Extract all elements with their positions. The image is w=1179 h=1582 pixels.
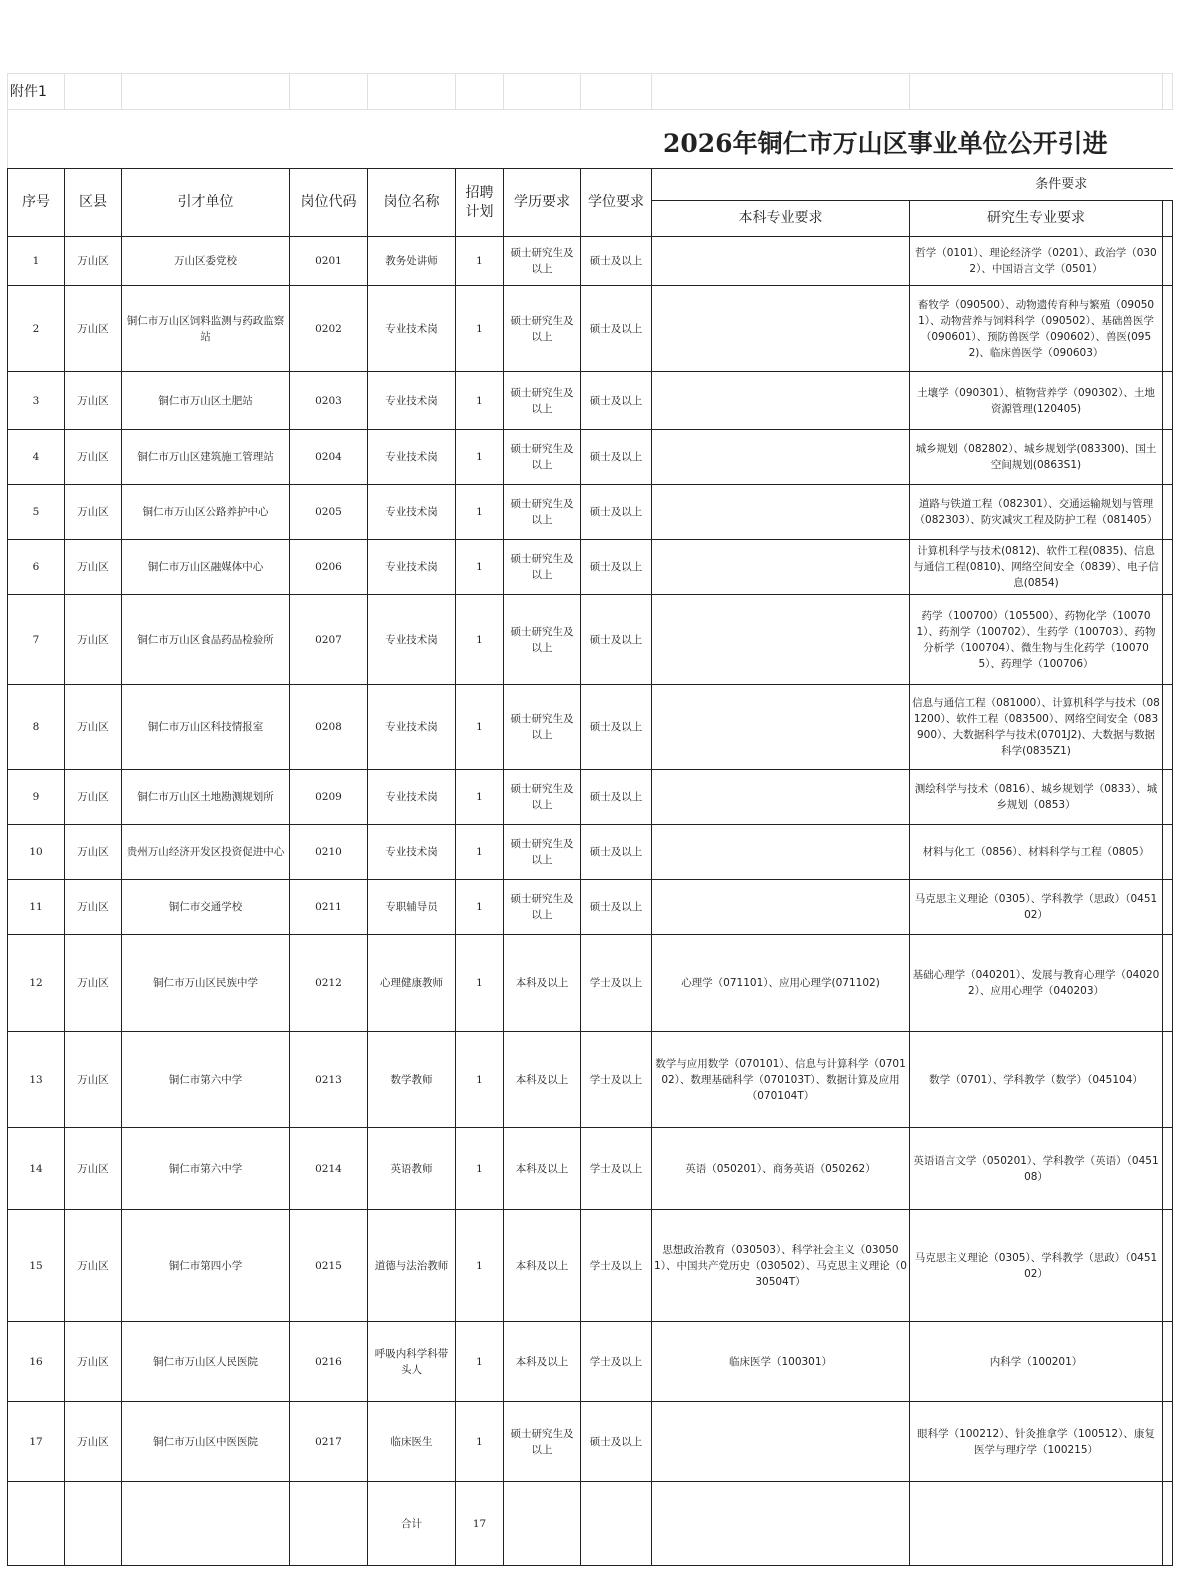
cell-degree: 硕士及以上 bbox=[581, 880, 652, 935]
cell-post: 道德与法治教师 bbox=[368, 1210, 456, 1322]
cell-seq: 4 bbox=[8, 430, 65, 485]
table-row bbox=[8, 1402, 1173, 1482]
cell-graduate-major: 畜牧学（090500）、动物遗传育种与繁殖（090501）、动物营养与饲料科学（090502）、基础兽医学（090601）、预防兽医学（090602）、兽医(0952)、临床兽医学（090603） bbox=[910, 286, 1163, 372]
cell-seq: 6 bbox=[8, 540, 65, 595]
cell-unit: 铜仁市万山区公路养护中心 bbox=[122, 485, 290, 540]
cell-bachelor-major: 英语（050201）、商务英语（050262） bbox=[652, 1128, 910, 1210]
cell-degree: 学士及以上 bbox=[581, 1128, 652, 1210]
cell-seq: 16 bbox=[8, 1322, 65, 1402]
table-row bbox=[8, 595, 1173, 685]
cell-seq: 12 bbox=[8, 935, 65, 1032]
cell-education: 本科及以上 bbox=[504, 1210, 581, 1322]
cell-plan: 1 bbox=[456, 770, 504, 825]
cell-degree: 硕士及以上 bbox=[581, 372, 652, 430]
cell-plan: 1 bbox=[456, 540, 504, 595]
cell-bachelor-major bbox=[652, 825, 910, 880]
cell-graduate-major: 计算机科学与技术(0812)、软件工程(0835)、信息与通信工程(0810)、网络空间安全（0839）、电子信息(0854) bbox=[910, 540, 1163, 595]
cell-plan: 1 bbox=[456, 485, 504, 540]
cell-education: 本科及以上 bbox=[504, 935, 581, 1032]
empty-cell bbox=[1163, 485, 1173, 540]
cell-post: 专业技术岗 bbox=[368, 595, 456, 685]
cell-seq: 9 bbox=[8, 770, 65, 825]
cell-education: 本科及以上 bbox=[504, 1032, 581, 1128]
empty-cell bbox=[1163, 74, 1173, 110]
cell-code: 0206 bbox=[290, 540, 368, 595]
empty-cell bbox=[581, 74, 652, 110]
cell-code: 0201 bbox=[290, 237, 368, 286]
recruitment-table bbox=[7, 73, 1173, 1566]
cell-degree: 硕士及以上 bbox=[581, 430, 652, 485]
title-row bbox=[8, 110, 1173, 169]
cell-unit: 铜仁市万山区融媒体中心 bbox=[122, 540, 290, 595]
table-row bbox=[8, 237, 1173, 286]
cell-unit: 铜仁市万山区土肥站 bbox=[122, 372, 290, 430]
cell-code: 0207 bbox=[290, 595, 368, 685]
cell-plan: 1 bbox=[456, 237, 504, 286]
cell-graduate-major: 信息与通信工程（081000）、计算机科学与技术（081200）、软件工程（083500）、网络空间安全（083900）、大数据科学与技术(0701J2)、大数据与数据科学(0835Z1) bbox=[910, 685, 1163, 770]
empty-cell bbox=[1163, 286, 1173, 372]
header-code: 岗位代码 bbox=[290, 169, 368, 237]
cell-graduate-major: 马克思主义理论（0305）、学科教学（思政）（045102） bbox=[910, 880, 1163, 935]
title-cell bbox=[8, 110, 1173, 169]
cell-code: 0215 bbox=[290, 1210, 368, 1322]
cell-bachelor-major bbox=[652, 372, 910, 430]
cell-unit: 铜仁市第六中学 bbox=[122, 1032, 290, 1128]
empty-cell bbox=[504, 74, 581, 110]
cell-code: 0217 bbox=[290, 1402, 368, 1482]
cell-plan: 1 bbox=[456, 935, 504, 1032]
cell-bachelor-major bbox=[652, 485, 910, 540]
cell-seq: 7 bbox=[8, 595, 65, 685]
cell-code: 0216 bbox=[290, 1322, 368, 1402]
cell-county: 万山区 bbox=[65, 595, 122, 685]
cell-unit: 铜仁市万山区食品药品检验所 bbox=[122, 595, 290, 685]
cell-unit: 铜仁市万山区科技情报室 bbox=[122, 685, 290, 770]
cell-county: 万山区 bbox=[65, 935, 122, 1032]
cell-code: 0208 bbox=[290, 685, 368, 770]
cell-education: 硕士研究生及以上 bbox=[504, 595, 581, 685]
empty-cell bbox=[290, 74, 368, 110]
empty-cell bbox=[1163, 935, 1173, 1032]
cell-seq: 10 bbox=[8, 825, 65, 880]
cell-degree: 硕士及以上 bbox=[581, 685, 652, 770]
cell-bachelor-major bbox=[652, 1402, 910, 1482]
cell-county: 万山区 bbox=[65, 685, 122, 770]
cell-county: 万山区 bbox=[65, 1032, 122, 1128]
header-row bbox=[8, 169, 1173, 201]
cell-post: 数学教师 bbox=[368, 1032, 456, 1128]
cell-education: 本科及以上 bbox=[504, 1128, 581, 1210]
cell-post: 专业技术岗 bbox=[368, 685, 456, 770]
cell-county: 万山区 bbox=[65, 430, 122, 485]
cell-graduate-major: 眼科学（100212）、针灸推拿学（100512）、康复医学与理疗学（100215） bbox=[910, 1402, 1163, 1482]
cell-degree: 硕士及以上 bbox=[581, 595, 652, 685]
cell-plan: 1 bbox=[456, 1402, 504, 1482]
cell-seq: 14 bbox=[8, 1128, 65, 1210]
cell-education: 硕士研究生及以上 bbox=[504, 372, 581, 430]
empty-cell bbox=[1163, 1402, 1173, 1482]
cell-post: 专业技术岗 bbox=[368, 372, 456, 430]
header-graduate-major: 研究生专业要求 bbox=[910, 201, 1163, 237]
cell-unit: 万山区委党校 bbox=[122, 237, 290, 286]
table-row bbox=[8, 770, 1173, 825]
empty-cell bbox=[8, 1482, 65, 1566]
cell-unit: 铜仁市万山区人民医院 bbox=[122, 1322, 290, 1402]
cell-county: 万山区 bbox=[65, 237, 122, 286]
table-row bbox=[8, 540, 1173, 595]
empty-cell bbox=[504, 1482, 581, 1566]
cell-education: 硕士研究生及以上 bbox=[504, 540, 581, 595]
cell-education: 硕士研究生及以上 bbox=[504, 430, 581, 485]
cell-degree: 学士及以上 bbox=[581, 1322, 652, 1402]
cell-bachelor-major bbox=[652, 286, 910, 372]
empty-cell bbox=[1163, 430, 1173, 485]
cell-degree: 硕士及以上 bbox=[581, 825, 652, 880]
table-row bbox=[8, 1128, 1173, 1210]
table-row bbox=[8, 825, 1173, 880]
cell-code: 0212 bbox=[290, 935, 368, 1032]
header-seq: 序号 bbox=[8, 169, 65, 237]
cell-graduate-major: 材料与化工（0856）、材料科学与工程（0805） bbox=[910, 825, 1163, 880]
cell-county: 万山区 bbox=[65, 372, 122, 430]
attachment-label: 附件1 bbox=[8, 74, 65, 110]
empty-cell bbox=[65, 74, 122, 110]
empty-cell bbox=[290, 1482, 368, 1566]
cell-plan: 1 bbox=[456, 1210, 504, 1322]
cell-bachelor-major bbox=[652, 595, 910, 685]
cell-unit: 铜仁市万山区中医医院 bbox=[122, 1402, 290, 1482]
cell-education: 硕士研究生及以上 bbox=[504, 1402, 581, 1482]
cell-degree: 硕士及以上 bbox=[581, 237, 652, 286]
header-post: 岗位名称 bbox=[368, 169, 456, 237]
cell-seq: 3 bbox=[8, 372, 65, 430]
empty-cell bbox=[1163, 1322, 1173, 1402]
cell-post: 临床医生 bbox=[368, 1402, 456, 1482]
cell-plan: 1 bbox=[456, 685, 504, 770]
cell-post: 呼吸内科学科带头人 bbox=[368, 1322, 456, 1402]
cell-county: 万山区 bbox=[65, 540, 122, 595]
cell-seq: 1 bbox=[8, 237, 65, 286]
cell-graduate-major: 哲学（0101）、理论经济学（0201）、政治学（0302）、中国语言文学（0501） bbox=[910, 237, 1163, 286]
empty-cell bbox=[122, 1482, 290, 1566]
cell-bachelor-major: 数学与应用数学（070101）、信息与计算科学（070102）、数理基础科学（070103T）、数据计算及应用（070104T） bbox=[652, 1032, 910, 1128]
cell-code: 0202 bbox=[290, 286, 368, 372]
cell-post: 专业技术岗 bbox=[368, 485, 456, 540]
empty-cell bbox=[1163, 1032, 1173, 1128]
cell-unit: 铜仁市第四小学 bbox=[122, 1210, 290, 1322]
cell-seq: 15 bbox=[8, 1210, 65, 1322]
cell-bachelor-major bbox=[652, 880, 910, 935]
page-title: 2026年铜仁市万山区事业单位公开引进 bbox=[663, 129, 1108, 158]
cell-degree: 硕士及以上 bbox=[581, 286, 652, 372]
attachment-row bbox=[8, 74, 1173, 110]
cell-unit: 铜仁市交通学校 bbox=[122, 880, 290, 935]
cell-graduate-major: 测绘科学与技术（0816）、城乡规划学（0833）、城乡规划（0853） bbox=[910, 770, 1163, 825]
empty-cell bbox=[1163, 825, 1173, 880]
cell-post: 专业技术岗 bbox=[368, 770, 456, 825]
cell-bachelor-major bbox=[652, 237, 910, 286]
table-row bbox=[8, 1032, 1173, 1128]
cell-graduate-major: 城乡规划（082802）、城乡规划学(083300)、国土空间规划(0863S1) bbox=[910, 430, 1163, 485]
header-conditions: 条件要求 bbox=[652, 169, 1173, 201]
cell-bachelor-major bbox=[652, 430, 910, 485]
table-row bbox=[8, 880, 1173, 935]
cell-seq: 13 bbox=[8, 1032, 65, 1128]
cell-post: 专业技术岗 bbox=[368, 430, 456, 485]
cell-education: 本科及以上 bbox=[504, 1322, 581, 1402]
table-row bbox=[8, 1210, 1173, 1322]
cell-unit: 铜仁市第六中学 bbox=[122, 1128, 290, 1210]
cell-post: 专业技术岗 bbox=[368, 825, 456, 880]
cell-education: 硕士研究生及以上 bbox=[504, 237, 581, 286]
cell-seq: 17 bbox=[8, 1402, 65, 1482]
empty-cell bbox=[1163, 372, 1173, 430]
cell-plan: 1 bbox=[456, 595, 504, 685]
cell-post: 专业技术岗 bbox=[368, 540, 456, 595]
cell-degree: 硕士及以上 bbox=[581, 770, 652, 825]
cell-plan: 1 bbox=[456, 825, 504, 880]
empty-cell bbox=[910, 74, 1163, 110]
empty-cell bbox=[456, 74, 504, 110]
cell-education: 硕士研究生及以上 bbox=[504, 770, 581, 825]
cell-seq: 11 bbox=[8, 880, 65, 935]
cell-post: 英语教师 bbox=[368, 1128, 456, 1210]
cell-graduate-major: 马克思主义理论（0305）、学科教学（思政）（045102） bbox=[910, 1210, 1163, 1322]
empty-cell bbox=[1163, 880, 1173, 935]
cell-bachelor-major: 思想政治教育（030503）、科学社会主义（030501）、中国共产党历史（030502）、马克思主义理论（030504T） bbox=[652, 1210, 910, 1322]
cell-code: 0209 bbox=[290, 770, 368, 825]
cell-graduate-major: 土壤学（090301）、植物营养学（090302）、土地资源管理(120405) bbox=[910, 372, 1163, 430]
total-label: 合计 bbox=[368, 1482, 456, 1566]
cell-code: 0211 bbox=[290, 880, 368, 935]
table-row bbox=[8, 372, 1173, 430]
cell-unit: 贵州万山经济开发区投资促进中心 bbox=[122, 825, 290, 880]
header-unit: 引才单位 bbox=[122, 169, 290, 237]
cell-degree: 硕士及以上 bbox=[581, 1402, 652, 1482]
cell-plan: 1 bbox=[456, 880, 504, 935]
cell-graduate-major: 内科学（100201） bbox=[910, 1322, 1163, 1402]
cell-code: 0214 bbox=[290, 1128, 368, 1210]
cell-education: 硕士研究生及以上 bbox=[504, 880, 581, 935]
header-degree: 学位要求 bbox=[581, 169, 652, 237]
cell-education: 硕士研究生及以上 bbox=[504, 685, 581, 770]
empty-cell bbox=[1163, 1128, 1173, 1210]
table-row bbox=[8, 1322, 1173, 1402]
empty-cell bbox=[1163, 595, 1173, 685]
empty-cell bbox=[581, 1482, 652, 1566]
table-row bbox=[8, 485, 1173, 540]
cell-code: 0204 bbox=[290, 430, 368, 485]
cell-code: 0210 bbox=[290, 825, 368, 880]
empty-cell bbox=[652, 74, 910, 110]
cell-bachelor-major bbox=[652, 685, 910, 770]
cell-county: 万山区 bbox=[65, 286, 122, 372]
cell-bachelor-major: 心理学（071101）、应用心理学(071102) bbox=[652, 935, 910, 1032]
table-row bbox=[8, 935, 1173, 1032]
cell-post: 专业技术岗 bbox=[368, 286, 456, 372]
cell-graduate-major: 道路与铁道工程（082301）、交通运输规划与管理（082303）、防灾减灾工程及防护工程（081405） bbox=[910, 485, 1163, 540]
cell-degree: 硕士及以上 bbox=[581, 485, 652, 540]
cell-plan: 1 bbox=[456, 1322, 504, 1402]
cell-bachelor-major: 临床医学（100301） bbox=[652, 1322, 910, 1402]
cell-graduate-major: 英语语言文学（050201）、学科教学（英语）（045108） bbox=[910, 1128, 1163, 1210]
table-row bbox=[8, 685, 1173, 770]
header-plan: 招聘计划 bbox=[456, 169, 504, 237]
empty-cell bbox=[1163, 685, 1173, 770]
cell-unit: 铜仁市万山区建筑施工管理站 bbox=[122, 430, 290, 485]
cell-county: 万山区 bbox=[65, 825, 122, 880]
cell-plan: 1 bbox=[456, 1128, 504, 1210]
table-row bbox=[8, 430, 1173, 485]
cell-unit: 铜仁市万山区土地勘测规划所 bbox=[122, 770, 290, 825]
cell-seq: 2 bbox=[8, 286, 65, 372]
cell-degree: 学士及以上 bbox=[581, 935, 652, 1032]
cell-code: 0213 bbox=[290, 1032, 368, 1128]
cell-post: 心理健康教师 bbox=[368, 935, 456, 1032]
cell-graduate-major: 基础心理学（040201）、发展与教育心理学（040202）、应用心理学（040203） bbox=[910, 935, 1163, 1032]
empty-cell bbox=[65, 1482, 122, 1566]
empty-cell bbox=[1163, 1482, 1173, 1566]
cell-plan: 1 bbox=[456, 1032, 504, 1128]
cell-seq: 5 bbox=[8, 485, 65, 540]
cell-county: 万山区 bbox=[65, 1210, 122, 1322]
cell-education: 硕士研究生及以上 bbox=[504, 825, 581, 880]
empty-cell bbox=[910, 1482, 1163, 1566]
empty-cell bbox=[1163, 1210, 1173, 1322]
header-county: 区县 bbox=[65, 169, 122, 237]
cell-county: 万山区 bbox=[65, 880, 122, 935]
cell-code: 0205 bbox=[290, 485, 368, 540]
cell-degree: 硕士及以上 bbox=[581, 540, 652, 595]
table-row bbox=[8, 286, 1173, 372]
cell-plan: 1 bbox=[456, 286, 504, 372]
cell-code: 0203 bbox=[290, 372, 368, 430]
empty-cell bbox=[1163, 237, 1173, 286]
cell-degree: 学士及以上 bbox=[581, 1210, 652, 1322]
cell-post: 专职辅导员 bbox=[368, 880, 456, 935]
empty-cell bbox=[368, 74, 456, 110]
header-bachelor-major: 本科专业要求 bbox=[652, 201, 910, 237]
cell-education: 硕士研究生及以上 bbox=[504, 485, 581, 540]
cell-plan: 1 bbox=[456, 372, 504, 430]
empty-cell bbox=[1163, 540, 1173, 595]
cell-bachelor-major bbox=[652, 540, 910, 595]
cell-degree: 学士及以上 bbox=[581, 1032, 652, 1128]
total-plan: 17 bbox=[456, 1482, 504, 1566]
header-education: 学历要求 bbox=[504, 169, 581, 237]
cell-county: 万山区 bbox=[65, 1402, 122, 1482]
cell-county: 万山区 bbox=[65, 1322, 122, 1402]
cell-education: 硕士研究生及以上 bbox=[504, 286, 581, 372]
empty-cell bbox=[122, 74, 290, 110]
cell-county: 万山区 bbox=[65, 1128, 122, 1210]
cell-post: 教务处讲师 bbox=[368, 237, 456, 286]
cell-graduate-major: 药学（100700）（105500）、药物化学（100701）、药剂学（100702）、生药学（100703）、药物分析学（100704）、微生物与生化药学（100705）、药理学（100706） bbox=[910, 595, 1163, 685]
cell-county: 万山区 bbox=[65, 770, 122, 825]
cell-graduate-major: 数学（0701）、学科教学（数学）（045104） bbox=[910, 1032, 1163, 1128]
cell-bachelor-major bbox=[652, 770, 910, 825]
cell-county: 万山区 bbox=[65, 485, 122, 540]
cell-plan: 1 bbox=[456, 430, 504, 485]
cell-seq: 8 bbox=[8, 685, 65, 770]
empty-cell bbox=[652, 1482, 910, 1566]
cell-unit: 铜仁市万山区饲料监测与药政监察站 bbox=[122, 286, 290, 372]
empty-cell bbox=[1163, 770, 1173, 825]
cell-unit: 铜仁市万山区民族中学 bbox=[122, 935, 290, 1032]
header-extra bbox=[1163, 201, 1173, 237]
total-row bbox=[8, 1482, 1173, 1566]
